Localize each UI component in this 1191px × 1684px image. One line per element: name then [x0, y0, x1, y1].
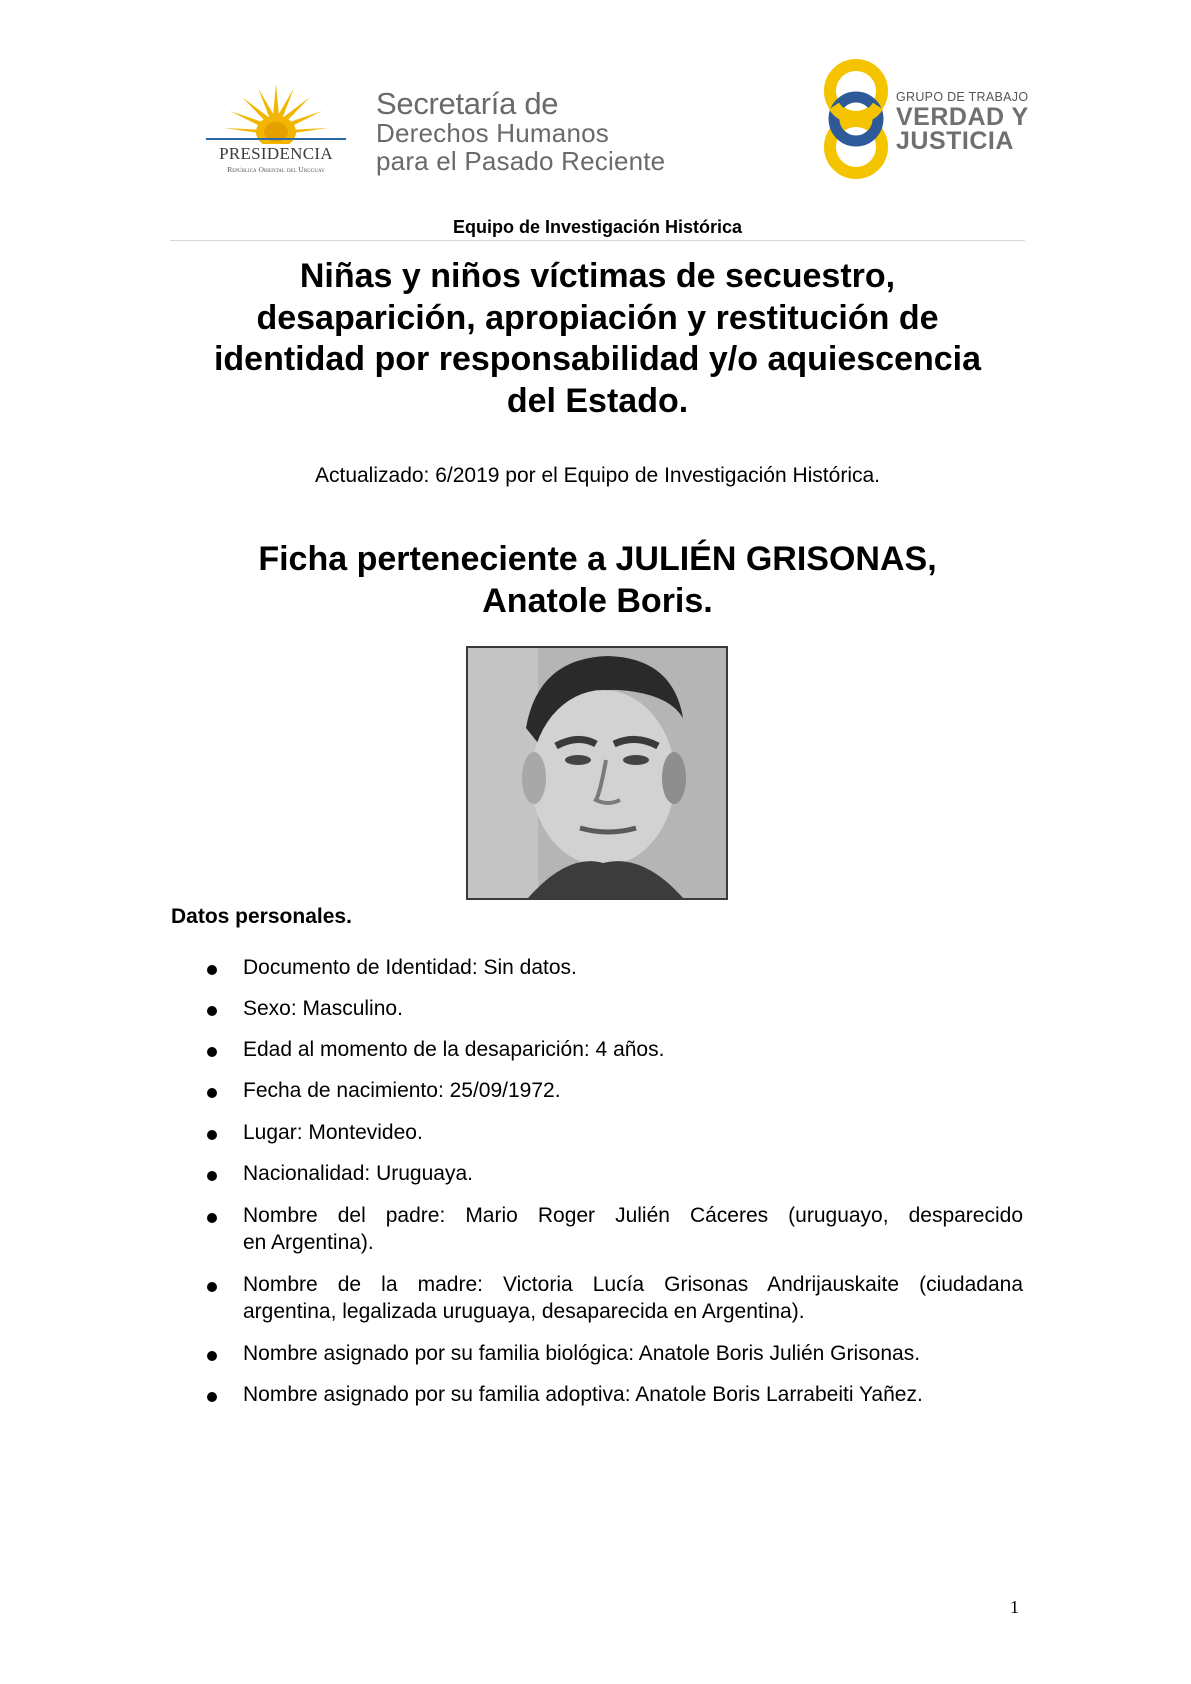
list-item-text: argentina, legalizada uruguaya, desaparecida en Argentina). — [243, 1300, 805, 1323]
title-line: identidad por responsabilidad y/o aquiescencia — [213, 340, 982, 378]
list-item-text: Nombre de la madre: Victoria Lucía Grisonas Andrijauskaite (ciudadana — [243, 1273, 1023, 1296]
list-item — [243, 1340, 1023, 1367]
bullet-icon — [207, 1282, 217, 1292]
section-heading: Datos personales. — [171, 905, 352, 928]
title-line: Niñas y niños víctimas de secuestro, — [299, 257, 896, 295]
list-item — [243, 1381, 1023, 1408]
gtvj-line-3: JUSTICIA — [896, 127, 1014, 155]
gtvj-line-2: VERDAD Y — [896, 103, 1029, 131]
list-item-text: Lugar: Montevideo. — [243, 1121, 423, 1144]
secretaria-line-1: Secretaría de — [376, 86, 559, 121]
bullet-icon — [207, 1006, 217, 1016]
secretaria-line-3: para el Pasado Reciente — [376, 146, 666, 176]
gtvj-line-1: GRUPO DE TRABAJO — [896, 90, 1029, 104]
bullet-icon — [207, 1130, 217, 1140]
record-title-line: Ficha perteneciente a JULIÉN GRISONAS, — [258, 540, 937, 578]
bullet-icon — [207, 1213, 217, 1223]
list-item-text: Nacionalidad: Uruguaya. — [243, 1162, 473, 1185]
list-item — [243, 1036, 1023, 1063]
updated-note: Actualizado: 6/2019 por el Equipo de Investigación Histórica. — [314, 464, 880, 487]
secretaria-line-2: Derechos Humanos — [376, 118, 609, 148]
list-item-text: Edad al momento de la desaparición: 4 años. — [243, 1038, 665, 1061]
presidencia-name: PRESIDENCIA — [219, 144, 333, 163]
title-line: desaparición, apropiación y restitución de — [256, 298, 939, 337]
bullet-icon — [207, 1088, 217, 1098]
list-item — [243, 1160, 1023, 1187]
title-line: del Estado. — [506, 381, 689, 420]
record-title-line: Anatole Boris. — [482, 581, 713, 620]
presidencia-subtitle: República Oriental del Uruguay — [227, 165, 325, 174]
bullet-icon — [207, 1351, 217, 1361]
list-item — [243, 995, 1023, 1022]
list-item — [243, 954, 1023, 981]
list-item-text: Sexo: Masculino. — [243, 997, 403, 1020]
list-item — [243, 1202, 1023, 1256]
bullet-icon — [207, 1171, 217, 1181]
list-item — [243, 1077, 1023, 1104]
list-item-text: Fecha de nacimiento: 25/09/1972. — [243, 1079, 561, 1102]
list-item-text: Nombre asignado por su familia adoptiva: Anatole Boris Larrabeiti Yañez. — [243, 1383, 923, 1406]
page-number: 1 — [1010, 1597, 1019, 1617]
list-item — [243, 1271, 1023, 1325]
team-header: Equipo de Investigación Histórica — [452, 217, 743, 237]
list-item-text: Nombre del padre: Mario Roger Julién Cáceres (uruguayo, desparecido — [243, 1204, 1023, 1227]
list-item-text: Documento de Identidad: Sin datos. — [243, 956, 577, 979]
list-item — [243, 1119, 1023, 1146]
list-item-text: en Argentina). — [243, 1231, 374, 1254]
bullet-icon — [207, 1392, 217, 1402]
bullet-icon — [207, 965, 217, 975]
bullet-icon — [207, 1047, 217, 1057]
list-item-text: Nombre asignado por su familia biológica: Anatole Boris Julién Grisonas. — [243, 1342, 921, 1365]
